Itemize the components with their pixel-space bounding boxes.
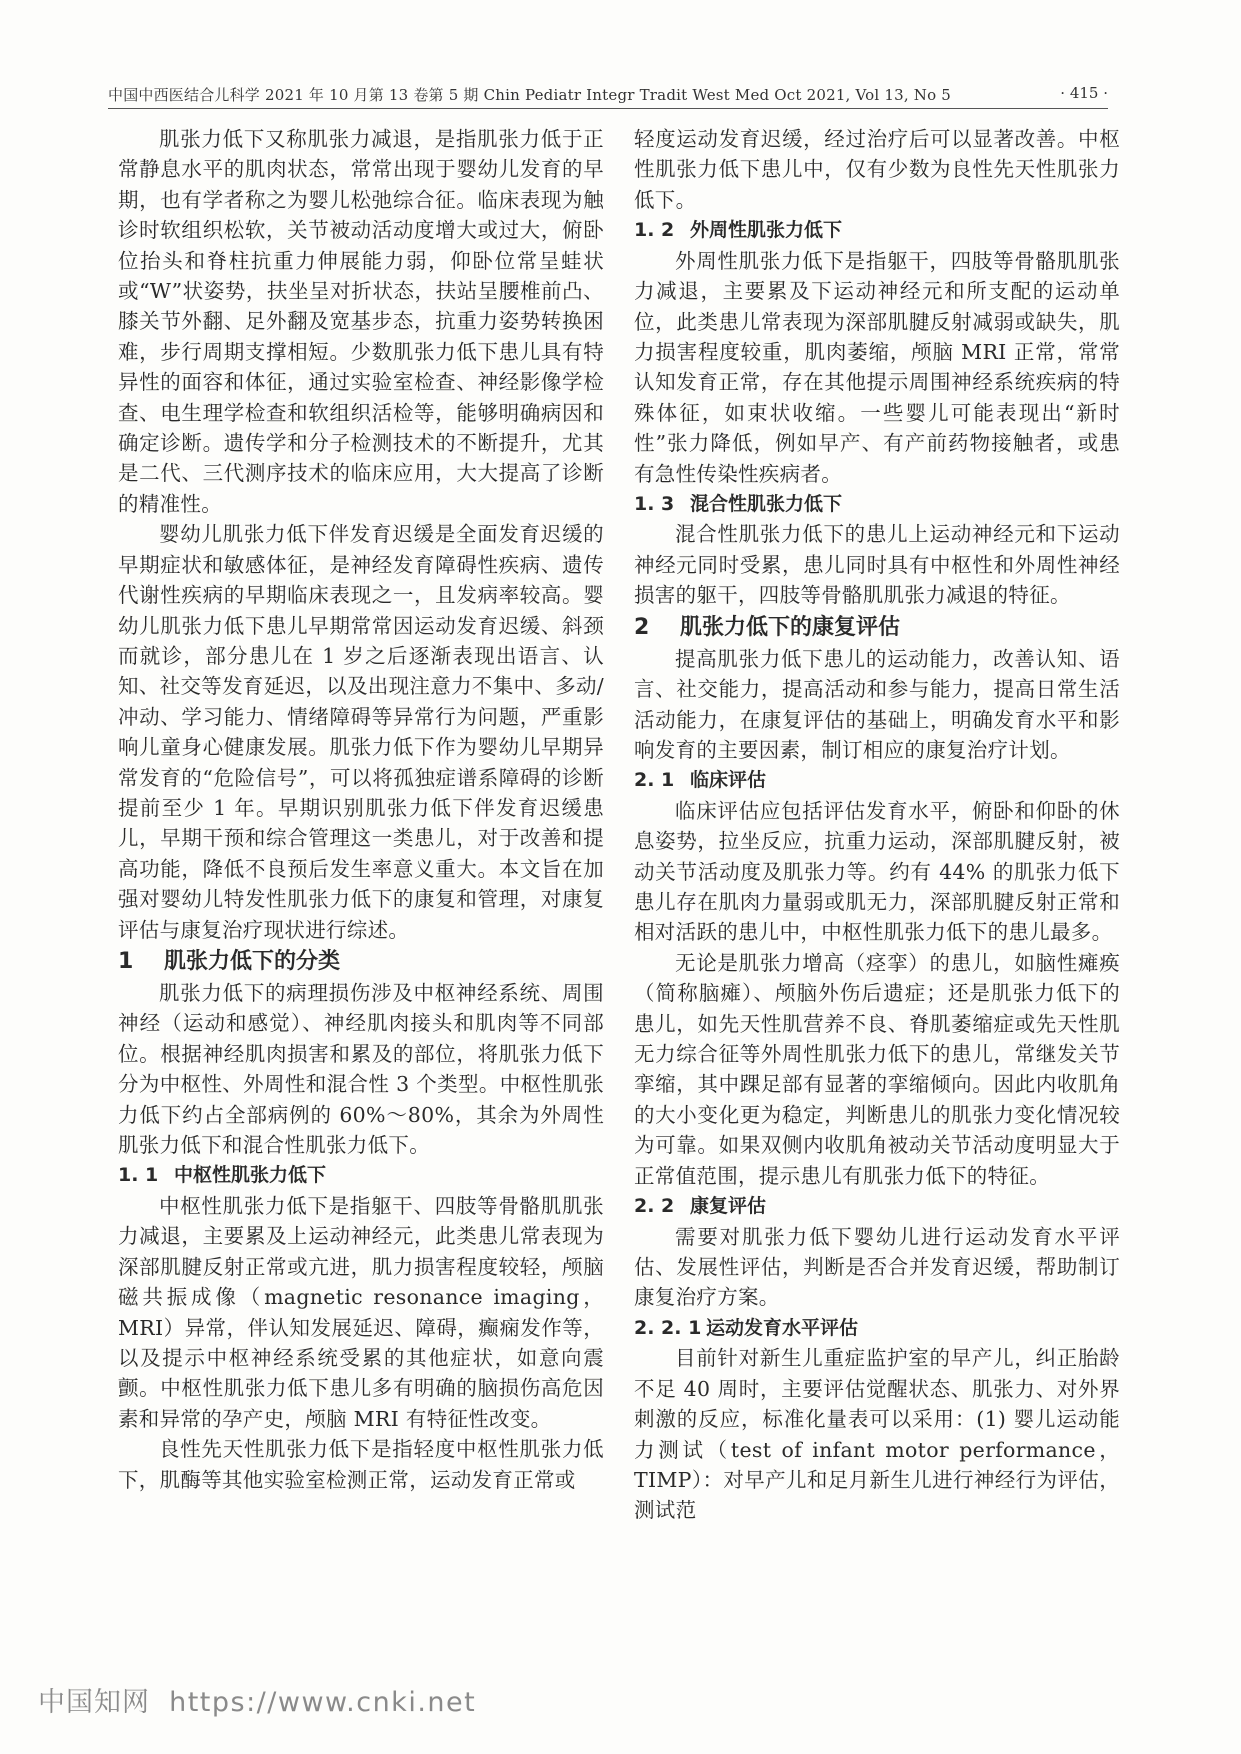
- heading-number: 2. 1: [634, 769, 675, 792]
- body-paragraph: 无论是肌张力增高（痉挛）的患儿，如脑性瘫痪（简称脑瘫）、颅脑外伤后遗症；还是肌张力低下的患儿，如先天性肌营养不良、脊肌萎缩症或先天性肌无力综合征等外周性肌张力低下的患儿，常继发关节挛缩，其中踝足部有显著的挛缩倾向。因此内收肌角的大小变化更为稳定，判断患儿的肌张力变化情况较为可靠。如果双侧内收肌角被动关节活动度明显大于正常值范围，提示患儿有肌张力低下的特征。: [634, 950, 1120, 1188]
- heading-text: 外周性肌张力低下: [690, 219, 843, 242]
- subsection-heading: [118, 1160, 604, 1191]
- heading-text: 肌张力低下的分类: [164, 948, 341, 974]
- left-column: [118, 124, 604, 1669]
- body-paragraph: 外周性肌张力低下是指躯干，四肢等骨骼肌肌张力减退，主要累及下运动神经元和所支配的运动单位，此类患儿常表现为深部肌腱反射减弱或缺失，肌力损害程度较重，肌肉萎缩，颅脑 MRI 正常，常常认知发育正常，存在其他提示周围神经系统疾病的特殊体征，如束状收缩。一些婴儿可能表现出“新时性”张力降低，例如早产、有产前药物接触者，或患有急性传染性疾病者。: [634, 248, 1120, 486]
- heading-number: 1. 2: [634, 219, 675, 242]
- footer-watermark: [38, 1680, 476, 1720]
- header-rule: [108, 108, 1108, 109]
- heading-text: 混合性肌张力低下: [690, 492, 843, 515]
- subsection-heading: [634, 489, 1120, 520]
- heading-text: 运动发育水平评估: [706, 1316, 859, 1339]
- running-head-text: 中国中西医结合儿科学 2021 年 10 月第 13 卷第 5 期 Chin Pediatr Integr Tradit West Med Oct 2021, Vol 13, No 5: [108, 86, 952, 104]
- subsection-heading: [634, 765, 1120, 796]
- cnki-url: https://www.cnki.net: [169, 1687, 477, 1718]
- body-paragraph: 良性先天性肌张力低下是指轻度中枢性肌张力低下，肌酶等其他实验室检测正常，运动发育正常或: [118, 1437, 604, 1492]
- body-paragraph: 临床评估应包括评估发育水平，俯卧和仰卧的休息姿势，拉坐反应，抗重力运动，深部肌腱反射，被动关节活动度及肌张力等。约有 44% 的肌张力低下患儿存在肌肉力量弱或肌无力，深部肌腱反射正常和相对活跃的患儿中，中枢性肌张力低下的患儿最多。: [634, 798, 1120, 945]
- body-paragraph: 婴幼儿肌张力低下伴发育迟缓是全面发育迟缓的早期症状和敏感体征，是神经发育障碍性疾病、遗传代谢性疾病的早期临床表现之一，且发病率较高。婴幼儿肌张力低下患儿早期常常因运动发育迟缓、斜颈而就诊，部分患儿在 1 岁之后逐渐表现出语言、认知、社交等发育延迟，以及出现注意力不集中、多动/冲动、学习能力、情绪障碍等异常行为问题，严重影响儿童身心健康发展。肌张力低下作为婴幼儿早期异常发育的“危险信号”，可以将孤独症谱系障碍的诊断提前至少 1 年。早期识别肌张力低下伴发育迟缓患儿，早期干预和综合管理这一类患儿，对于改善和提高功能，降低不良预后发生率意义重大。本文旨在加强对婴幼儿特发性肌张力低下的康复和管理，对康复评估与康复治疗现状进行综述。: [118, 522, 604, 942]
- body-paragraph: 轻度运动发育迟缓，经过治疗后可以显著改善。中枢性肌张力低下患儿中，仅有少数为良性先天性肌张力低下。: [634, 127, 1120, 212]
- section-heading: [118, 945, 604, 978]
- heading-text: 康复评估: [690, 1195, 767, 1218]
- body-paragraph: 需要对肌张力低下婴幼儿进行运动发育水平评估、发展性评估，判断是否合并发育迟缓，帮助制订康复治疗方案。: [634, 1224, 1120, 1310]
- subsection-heading: [634, 1313, 1120, 1344]
- running-header: [108, 84, 1108, 106]
- body-paragraph: 中枢性肌张力低下是指躯干、四肢等骨骼肌肌张力减退，主要累及上运动神经元，此类患儿常表现为深部肌腱反射正常或亢进，肌力损害程度较轻，颅脑磁共振成像（magnetic resonance imaging，MRI）异常，伴认知发展延迟、障碍，癫痫发作等，以及提示中枢神经系统受累的其他症状，如意向震颤。中枢性肌张力低下患儿多有明确的脑损伤高危因素和异常的孕产史，颅脑 MRI 有特征性改变。: [118, 1193, 604, 1431]
- heading-number: 1. 3: [634, 492, 675, 515]
- cnki-logo-text: 中国知网: [38, 1687, 150, 1718]
- heading-number: 1: [118, 948, 134, 974]
- heading-number: 2: [634, 614, 650, 640]
- section-heading: [634, 611, 1120, 644]
- heading-text: 肌张力低下的康复评估: [680, 614, 901, 640]
- page-number: · 415 ·: [1060, 84, 1108, 102]
- body-paragraph: 目前针对新生儿重症监护室的早产儿，纠正胎龄不足 40 周时，主要评估觉醒状态、肌张力、对外界刺激的反应，标准化量表可以采用：(1) 婴儿运动能力测试（test of infant motor performance，TIMP）：对早产儿和足月新生儿进行神经行为评估，测试范: [634, 1346, 1120, 1523]
- body-paragraph: 提高肌张力低下患儿的运动能力，改善认知、语言、社交能力，提高活动和参与能力，提高日常生活活动能力，在康复评估的基础上，明确发育水平和影响发育的主要因素，制订相应的康复治疗计划。: [634, 646, 1120, 762]
- subsection-heading: [634, 1191, 1120, 1222]
- subsection-heading: [634, 215, 1120, 246]
- heading-number: 2. 2. 1: [634, 1316, 702, 1339]
- body-paragraph: 混合性肌张力低下的患儿上运动神经元和下运动神经元同时受累，患儿同时具有中枢性和外周性神经损害的躯干，四肢等骨骼肌肌张力减退的特征。: [634, 522, 1120, 608]
- heading-number: 2. 2: [634, 1195, 675, 1218]
- heading-text: 中枢性肌张力低下: [174, 1164, 327, 1187]
- body-paragraph: 肌张力低下又称肌张力减退，是指肌张力低于正常静息水平的肌肉状态，常常出现于婴幼儿发育的早期，也有学者称之为婴儿松弛综合征。临床表现为触诊时软组织松软，关节被动活动度增大或过大，俯卧位抬头和脊柱抗重力伸展能力弱，仰卧位常呈蛙状或“W”状姿势，扶坐呈对折状态，扶站呈腰椎前凸、膝关节外翻、足外翻及宽基步态，抗重力姿势转换困难，步行周期支撑相短。少数肌张力低下患儿具有特异性的面容和体征，通过实验室检查、神经影像学检查、电生理学检查和软组织活检等，能够明确病因和确定诊断。遗传学和分子检测技术的不断提升，尤其是二代、三代测序技术的临床应用，大大提高了诊断的精准性。: [118, 127, 604, 516]
- body-paragraph: 肌张力低下的病理损伤涉及中枢神经系统、周围神经（运动和感觉）、神经肌肉接头和肌肉等不同部位。根据神经肌肉损害和累及的部位，将肌张力低下分为中枢性、外周性和混合性 3 个类型。中枢性肌张力低下约占全部病例的 60%～80%，其余为外周性肌张力低下和混合性肌张力低下。: [118, 980, 604, 1157]
- heading-text: 临床评估: [690, 769, 767, 792]
- heading-number: 1. 1: [118, 1164, 159, 1187]
- right-column: [634, 124, 1120, 1669]
